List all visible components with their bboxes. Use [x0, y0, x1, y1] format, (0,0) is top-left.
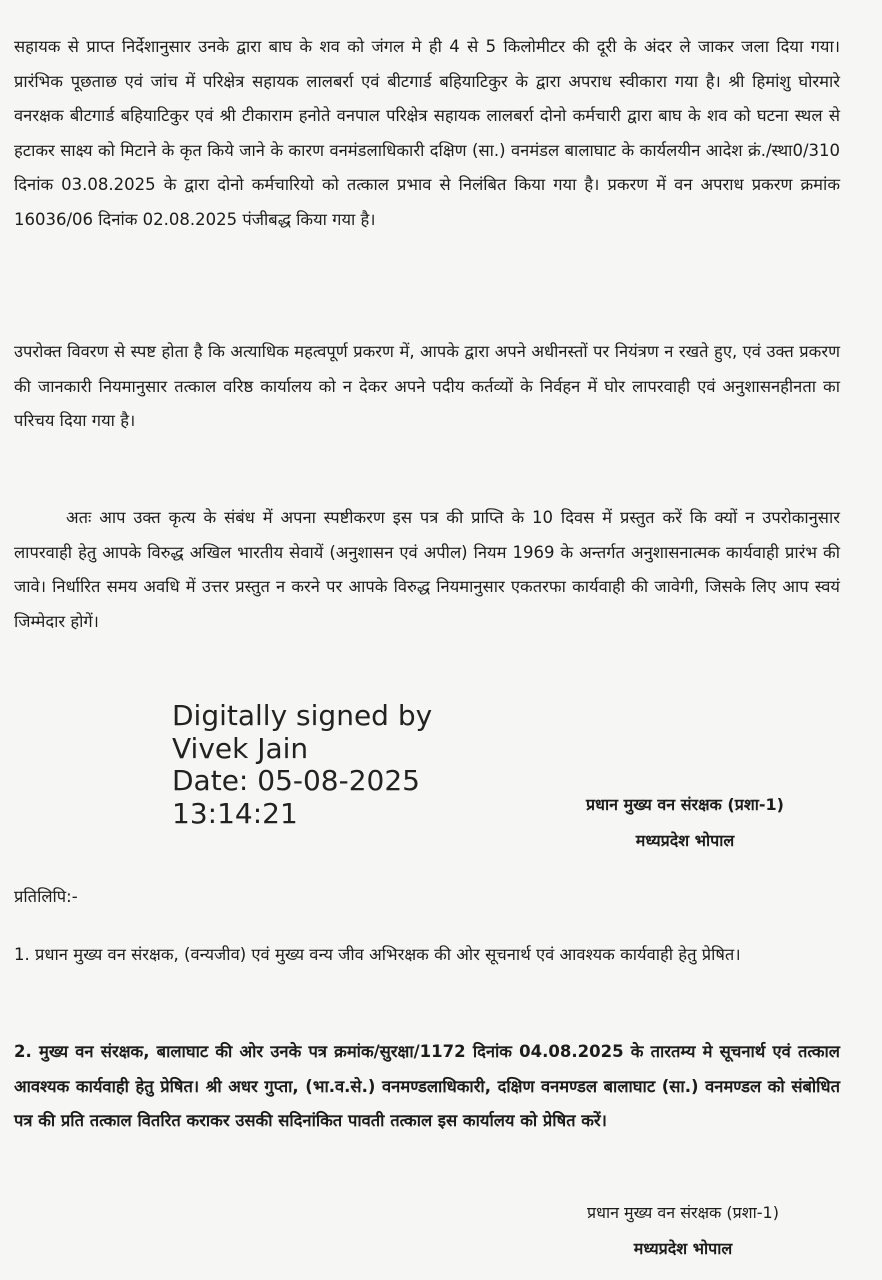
body-paragraph-3: अतः आप उक्त कृत्य के संबंध में अपना स्पष्टीकरण इस पत्र की प्राप्ति के 10 दिवस में प्रस्तुत करें कि क्यों न उपरोकानुसार लापरवाही हेतु आपके विरुद्ध अखिल भारतीय सेवायें (अनुशासन एवं अपील) नियम 1969 के अन्तर्गत अनुशासनात्मक कार्यवाही प्रारंभ की जावे। निर्धारित समय अवधि में उत्तर प्रस्तुत न करने पर आपके विरुद्ध नियमानुसार एकतरफा कार्यवाही की जावेगी, जिसके लिए आप स्वयं जिम्मेदार होगें। — [14, 508, 840, 631]
officer-place: मध्यप्रदेश भोपाल — [633, 1239, 733, 1258]
signatory-officer-2 — [518, 1195, 848, 1267]
officer-place: मध्यप्रदेश भोपाल — [635, 831, 735, 850]
signature-date: Date: 05-08-2025 — [172, 764, 420, 797]
officer-title: प्रधान मुख्य वन संरक्षक (प्रशा-1) — [586, 795, 784, 814]
body-paragraph-1: सहायक से प्राप्त निर्देशानुसार उनके द्वारा बाघ के शव को जंगल मे ही 4 से 5 किलोमीटर की दूरी के अंदर ले जाकर जला दिया गया। प्रारंभिक पूछताछ एवं जांच में परिक्षेत्र सहायक लालबर्रा एवं बीटगार्ड बहियाटिकुर के द्वारा अपराध स्वीकारा गया है। श्री हिमांशु घोरमारे वनरक्षक बीटगार्ड बहियाटिकुर एवं श्री टीकाराम हनोते वनपाल परिक्षेत्र सहायक लालबर्रा दोनो कर्मचारी द्वारा बाघ के शव को घटना स्थल से हटाकर साक्ष्य को मिटाने के कृत किये जाने के कारण वनमंडलाधिकारी दक्षिण (सा.) वनमंडल बालाघाट के कार्यलयीन आदेश क्रं./स्था0/310 दिनांक 03.08.2025 के द्वारा दोनो कर्मचारियो को तत्काल प्रभाव से निलंबित किया गया है। प्रकरण में वन अपराध प्रकरण क्रमांक 16036/06 दिनांक 02.08.2025 पंजीबद्ध किया गया है। — [14, 37, 840, 229]
signatory-officer-1 — [520, 787, 850, 859]
digital-signature-block — [172, 700, 432, 830]
body-paragraph-2: उपरोक्त विवरण से स्पष्ट होता है कि अत्याधिक महत्वपूर्ण प्रकरण में, आपके द्वारा अपने अधीनस्तों पर नियंत्रण न रखते हुए, एवं उक्त प्रकरण की जानकारी नियमानुसार तत्काल वरिष्ठ कार्यालय को न देकर अपने पदीय कर्तव्यों के निर्वहन में घोर लापरवाही एवं अनुशासनहीनता का परिचय दिया गया है। — [14, 342, 840, 430]
signature-name: Vivek Jain — [172, 731, 309, 765]
signature-time: 13:14:21 — [172, 796, 298, 830]
copy-to-item-2: 2. मुख्य वन संरक्षक, बालाघाट की ओर उनके पत्र क्रमांक/सुरक्षा/1172 दिनांक 04.08.2025 के तारतम्य मे सूचनार्थ एवं तत्काल आवश्यक कार्यवाही हेतु प्रेषित। श्री अधर गुप्ता, (भा.व.से.) वनमण्डलाधिकारी, दक्षिण वनमण्डल बालाघाट (सा.) वनमण्डल को संबोधित पत्र की प्रति तत्काल वितरित कराकर उसकी सदिनांकित पावती तत्काल इस कार्यालय को प्रेषित करें। — [14, 1042, 840, 1130]
copy-to-item-1: 1. प्रधान मुख्य वन संरक्षक, (वन्यजीव) एवं मुख्य वन्य जीव अभिरक्षक की ओर सूचनार्थ एवं आवश्यक कार्यवाही हेतु प्रेषित। — [14, 945, 741, 964]
officer-title: प्रधान मुख्य वन संरक्षक (प्रशा-1) — [587, 1203, 779, 1222]
signature-line-1: Digitally signed by — [172, 699, 433, 732]
copy-to-heading: प्रतिलिपि:- — [14, 887, 78, 906]
